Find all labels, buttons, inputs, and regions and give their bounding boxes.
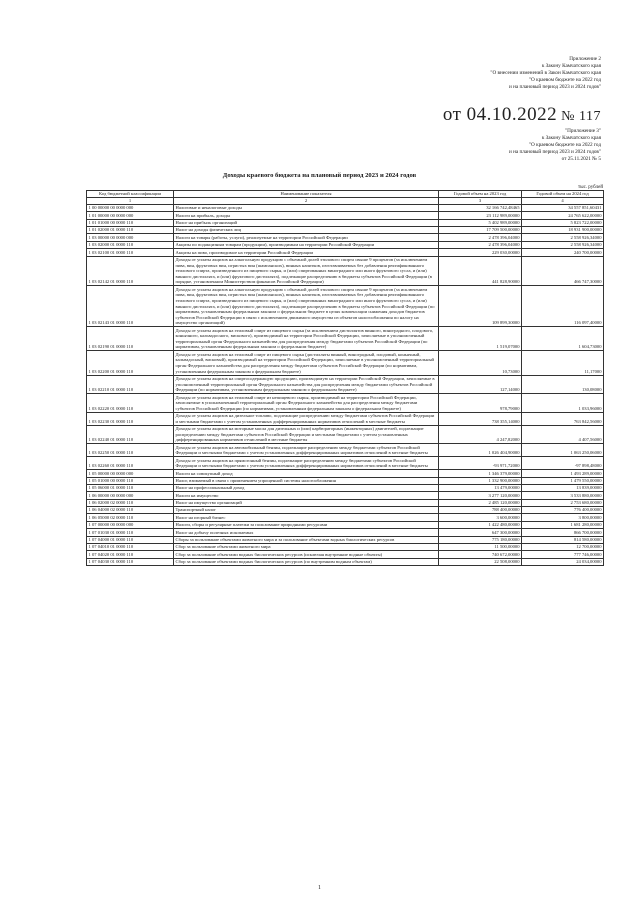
row-code: 1 03 02240 01 0000 110 (87, 425, 174, 444)
row-value-2023: 788 400,00000 (439, 507, 522, 514)
row-value-2023: 740 672,00000 (439, 551, 522, 558)
row-code: 1 07 00000 00 0000 000 (87, 521, 174, 528)
row-value-2023: 441 828,90000 (439, 256, 522, 286)
row-value-2024: 3 800,00000 (522, 514, 604, 521)
row-name: Сбор за пользование объектами водных биологических ресурсов (исключая внутренние водные объекты) (174, 551, 439, 558)
row-value-2023: 4 247,82000 (439, 425, 522, 444)
row-name: Налоги на прибыль, доходы (174, 212, 439, 219)
row-value-2024: 13 839,00000 (522, 484, 604, 491)
appendix-line: и на плановый период 2023 и 2024 годов" (509, 149, 601, 155)
row-value-2024: -97 898,48000 (522, 457, 604, 470)
row-value-2024: 1 063 250,06000 (522, 444, 604, 457)
row-value-2023: 647 300,00000 (439, 529, 522, 536)
row-value-2023: 1 332 900,00000 (439, 477, 522, 484)
table-row (87, 394, 604, 413)
row-name: Доходы от уплаты акцизов на автомобильный бензин, подлежащие распределению между бюджетами субъектов Российской Федерации и местными бюджетами с учетом установленных дифференцированных нормативов отчислений в местные бюджеты (174, 444, 439, 457)
row-value-2024: 130,08000 (522, 375, 604, 394)
row-value-2024: 776 400,00000 (522, 507, 604, 514)
row-value-2024: 466 747,30000 (522, 256, 604, 286)
table-row (87, 543, 604, 550)
row-name: Налоги на товары (работы, услуги), реализуемые на территории Российской Федерации (174, 234, 439, 241)
row-code: 1 01 02000 01 0000 110 (87, 227, 174, 234)
row-value-2023: 2 478 396,04000 (439, 234, 522, 241)
row-name: Налог, взимаемый в связи с применением упрощенной системы налогообложения (174, 477, 439, 484)
table-row (87, 536, 604, 543)
table-row (87, 327, 604, 351)
stamp-date-number (443, 104, 601, 126)
row-value-2024: 1 493 289,00000 (522, 470, 604, 477)
row-value-2024: 1 681 280,00000 (522, 521, 604, 528)
revenue-table (86, 190, 604, 566)
row-value-2023: 10,73000 (439, 351, 522, 375)
table-row (87, 412, 604, 425)
row-code: 1 03 02260 01 0000 110 (87, 457, 174, 470)
row-name: Налог на прибыль организаций (174, 219, 439, 226)
row-code: 1 03 02000 01 0000 110 (87, 241, 174, 248)
page-number: 1 (318, 885, 321, 891)
row-name: Налог на доходы физических лиц (174, 227, 439, 234)
column-number: 1 (87, 198, 174, 205)
row-value-2024: 3 533 880,00000 (522, 492, 604, 499)
row-name: Доходы от уплаты акцизов на алкогольную продукцию с объемной долей этилового спирта свыше 9 процентов (за исключением пива, вин, фруктовых вин, игристых вин (шампанских), винных напитков, изготавливаемых без добавления ректификованного этилового спирта, произведенного из пищевого сырья, и (или) спиртованных виноградного или иного фруктового сусла, и (или) винного дистиллята, и (или) фруктового дистиллята), подлежащие распределению в бюджеты субъектов Российской Федерации (в порядке, установленном Министерством финансов Российской Федерации) (174, 256, 439, 286)
row-value-2023: 1 026 404,90000 (439, 444, 522, 457)
row-code: 1 07 04020 01 0000 110 (87, 551, 174, 558)
row-code: 1 03 02190 01 0000 110 (87, 327, 174, 351)
row-code: 1 03 02250 01 0000 110 (87, 444, 174, 457)
row-value-2023: 1 422 480,00000 (439, 521, 522, 528)
table-header-row (87, 191, 604, 198)
table-row (87, 286, 604, 327)
row-value-2023: 978,79000 (439, 394, 522, 413)
row-name: Налоговые и неналоговые доходы (174, 204, 439, 211)
row-name: Доходы от уплаты акцизов на алкогольную продукцию с объемной долей этилового спирта свыше 9 процентов (за исключением пива, вин, фруктовых вин, игристых вин (шампанских), винных напитков, изготавливаемых без добавления ректификованного этилового спирта, произведенного из пищевого сырья, и (или) спиртованных виноградного или иного фруктового сусла, и (или) винного дистиллята, и (или) фруктового дистиллята), подлежащие распределению в бюджеты субъектов Российской Федерации (по нормативам, установленным федеральным законом о федеральном бюджете в целях компенсации снижения доходов бюджетов субъектов Российской Федерации в связи с исключением движимого имущества из объектов налогообложения по налогу на имущество организаций) (174, 286, 439, 327)
row-name: Доходы от уплаты акцизов на моторные масла для дизельных и (или) карбюраторных (инжекторных) двигателей, подлежащие распределению между бюджетами субъектов Российской Федерации и местными бюджетами с учетом установленных дифференцированных нормативов отчислений в местные бюджеты (174, 425, 439, 444)
row-value-2023: 229 030,00000 (439, 249, 522, 256)
row-value-2024: 814 580,00000 (522, 536, 604, 543)
row-name: Налоги на совокупный доход (174, 470, 439, 477)
row-value-2024: 34 557 851,60431 (522, 204, 604, 211)
table-row (87, 457, 604, 470)
row-name: Доходы от уплаты акцизов на этиловый спирт из непищевого сырья, производимый на территории Российской Федерации, зачисляемые в уполномоченный территориальный орган Федерального казначейства для распределения между бюджетами субъектов Российской Федерации (по нормативам, установленным федеральным законом о федеральном бюджете) (174, 394, 439, 413)
stamp-number: № 117 (561, 109, 601, 124)
table-row (87, 241, 604, 248)
row-value-2023: 11 500,00000 (439, 543, 522, 550)
table-row (87, 499, 604, 506)
row-code: 1 06 05000 02 0000 110 (87, 514, 174, 521)
row-value-2023: 17 709 500,00000 (439, 227, 522, 234)
header-name: Наименование показателя (174, 191, 439, 198)
row-value-2023: 738 355,14000 (439, 412, 522, 425)
appendix-line: Приложение 2 (569, 56, 601, 62)
row-value-2023: 3 600,00000 (439, 514, 522, 521)
table-row (87, 484, 604, 491)
stamp-date: от 04.10.2022 (442, 104, 558, 125)
appendix-header (490, 56, 601, 91)
table-row (87, 521, 604, 528)
row-name: Доходы от уплаты акцизов на этиловый спирт из пищевого сырья (за исключением дистиллятов винного, виноградного, плодового, коньячного, кальвадосного, вискового), производимый на территории Российской Федерации, зачисляемые в уполномоченный территориальный орган Федерального казначейства для распределения между бюджетами субъектов Российской Федерации (по нормативам, установленным федеральным законом о федеральном бюджете) (174, 327, 439, 351)
row-value-2023: -93 971,72000 (439, 457, 522, 470)
table-row (87, 425, 604, 444)
row-name: Доходы от уплаты акцизов на дизельное топливо, подлежащие распределению между бюджетами субъектов Российской Федерации и местными бюджетами с учетом установленных дифференцированных нормативов отчислений в местные бюджеты (174, 412, 439, 425)
row-code: 1 06 04000 02 0000 110 (87, 507, 174, 514)
row-value-2024: 2 753 680,00000 (522, 499, 604, 506)
column-number: 2 (174, 198, 439, 205)
row-code: 1 05 06000 01 0000 110 (87, 484, 174, 491)
row-code: 1 00 00000 00 0000 000 (87, 204, 174, 211)
row-value-2023: 3 277 120,00000 (439, 492, 522, 499)
document-title: Доходы краевого бюджета на плановый период 2023 и 2024 годов (222, 172, 417, 179)
row-code: 1 07 01030 01 0000 110 (87, 529, 174, 536)
table-row (87, 444, 604, 457)
row-value-2024: 11,17000 (522, 351, 604, 375)
row-value-2023: 2 478 396,04000 (439, 241, 522, 248)
row-value-2023: 775 180,00000 (439, 536, 522, 543)
row-name: Сборы за пользование объектами животного мира и за пользование объектами водных биологических ресурсов (174, 536, 439, 543)
appendix-line: "О краевом бюджете на 2022 год (528, 142, 601, 148)
table-row (87, 477, 604, 484)
row-value-2023: 109 899,30000 (439, 286, 522, 327)
row-name: Налог на добычу полезных ископаемых (174, 529, 439, 536)
table-row (87, 529, 604, 536)
row-name: Налог на игорный бизнес (174, 514, 439, 521)
row-name: Доходы от уплаты акцизов на этиловый спирт из пищевого сырья (дистилляты винный, виноградный, плодовый, коньячный, кальвадосный, висковый), производимый на территории Российской Федерации, зачисляемые в уполномоченный территориальный орган Федерального казначейства для распределения между бюджетами субъектов Российской Федерации (по нормативам, установленным федеральным законом о федеральном бюджете) (174, 351, 439, 375)
row-code: 1 06 02000 02 0000 110 (87, 499, 174, 506)
appendix-line: к Закону Камчатского края (541, 63, 601, 69)
row-value-2024: 1 604,73000 (522, 327, 604, 351)
table-row (87, 507, 604, 514)
row-value-2024: 24 765 622,00000 (522, 212, 604, 219)
table-row (87, 219, 604, 226)
column-number: 4 (522, 198, 604, 205)
appendix-line: и на плановый период 2023 и 2024 годов" (509, 84, 601, 90)
row-code: 1 03 02142 01 0000 110 (87, 256, 174, 286)
row-name: Налог на имущество организаций (174, 499, 439, 506)
row-code: 1 03 02200 01 0000 110 (87, 351, 174, 375)
row-value-2023: 22 508,00000 (439, 558, 522, 565)
row-name: Доходы от уплаты акцизов на спиртосодержащую продукцию, производимую на территории Российской Федерации, зачисляемые в уполномоченный территориальный орган Федерального казначейства для распределения между бюджетами субъектов Российской Федерации (по нормативам, установленным федеральным законом о федеральном бюджете) (174, 375, 439, 394)
row-value-2024: 24 034,00000 (522, 558, 604, 565)
appendix-line: "О краевом бюджете на 2022 год (528, 77, 601, 83)
row-code: 1 03 02230 01 0000 110 (87, 412, 174, 425)
table-row (87, 470, 604, 477)
row-name: Акцизы по подакцизным товарам (продукции), производимым на территории Российской Федерации (174, 241, 439, 248)
row-name: Сбор за пользование объектами животного мира (174, 543, 439, 550)
table-row (87, 249, 604, 256)
table-row (87, 558, 604, 565)
row-code: 1 03 02143 01 0000 110 (87, 286, 174, 327)
row-value-2024: 777 746,00000 (522, 551, 604, 558)
table-row (87, 375, 604, 394)
appendix-3-header (509, 128, 601, 163)
unit-label: тыс. рублей (578, 185, 603, 190)
row-value-2024: 2 558 926,34000 (522, 234, 604, 241)
row-value-2024: 116 097,40000 (522, 286, 604, 327)
table-row (87, 256, 604, 286)
row-code: 1 06 00000 00 0000 000 (87, 492, 174, 499)
appendix-line: к Закону Камчатского края (541, 135, 601, 141)
table-row (87, 492, 604, 499)
header-code: Код бюджетной классификации (87, 191, 174, 198)
row-code: 1 01 01000 00 0000 110 (87, 219, 174, 226)
row-name: Сбор за пользование объектами водных биологических ресурсов (по внутренним водным объектам) (174, 558, 439, 565)
row-value-2024: 1 033,96000 (522, 394, 604, 413)
row-value-2023: 1 519,07000 (439, 327, 522, 351)
table-row (87, 227, 604, 234)
table-row (87, 514, 604, 521)
row-value-2024: 866 700,00000 (522, 529, 604, 536)
row-value-2024: 1 479 550,00000 (522, 477, 604, 484)
row-code: 1 03 00000 00 0000 000 (87, 234, 174, 241)
row-value-2023: 1 346 379,00000 (439, 470, 522, 477)
column-number-row (87, 198, 604, 205)
row-value-2024: 2 558 926,34000 (522, 241, 604, 248)
appendix-line: "О внесении изменений в Закон Камчатского края (490, 70, 601, 76)
row-code: 1 05 01000 00 0000 110 (87, 477, 174, 484)
row-value-2023: 23 112 989,00000 (439, 212, 522, 219)
row-name: Налоги на имущество (174, 492, 439, 499)
column-number: 3 (439, 198, 522, 205)
row-code: 1 01 00000 00 0000 000 (87, 212, 174, 219)
appendix-line: от 25.11.2021 № 5 (561, 156, 601, 162)
row-value-2023: 13 479,00000 (439, 484, 522, 491)
row-value-2024: 12 700,00000 (522, 543, 604, 550)
row-value-2023: 5 402 989,00000 (439, 219, 522, 226)
row-name: Доходы от уплаты акцизов на прямогонный бензин, подлежащие распределению между бюджетами субъектов Российской Федерации и местными бюджетами с учетом установленных дифференцированных нормативов отчислений в местные бюджеты (174, 457, 439, 470)
row-value-2024: 5 823 722,00000 (522, 219, 604, 226)
row-value-2023: 127,14000 (439, 375, 522, 394)
row-code: 1 03 02100 01 0000 110 (87, 249, 174, 256)
row-value-2024: 763 842,56000 (522, 412, 604, 425)
row-code: 1 03 02210 01 0000 110 (87, 375, 174, 394)
row-value-2024: 240 700,00000 (522, 249, 604, 256)
row-name: Налог на профессиональный доход (174, 484, 439, 491)
table-row (87, 204, 604, 211)
table-row (87, 234, 604, 241)
row-name: Транспортный налог (174, 507, 439, 514)
table-row (87, 351, 604, 375)
appendix-line: "Приложение 3" (565, 128, 601, 134)
row-name: Акцизы на пиво, производимое на территории Российской Федерации (174, 249, 439, 256)
row-name: Налоги, сборы и регулярные платежи за пользование природными ресурсами (174, 521, 439, 528)
header-2023: Годовой объем на 2023 год (439, 191, 522, 198)
row-value-2023: 2 485 120,00000 (439, 499, 522, 506)
header-2024: Годовой объем на 2024 год (522, 191, 604, 198)
table-row (87, 212, 604, 219)
row-code: 1 05 00000 00 0000 000 (87, 470, 174, 477)
row-code: 1 07 04000 01 0000 110 (87, 536, 174, 543)
row-value-2024: 4 407,56000 (522, 425, 604, 444)
table-row (87, 551, 604, 558)
row-code: 1 07 04030 01 0000 110 (87, 558, 174, 565)
row-code: 1 03 02220 01 0000 110 (87, 394, 174, 413)
row-value-2024: 18 931 900,00000 (522, 227, 604, 234)
row-code: 1 07 04010 01 0000 110 (87, 543, 174, 550)
row-value-2023: 32 166 742,48465 (439, 204, 522, 211)
